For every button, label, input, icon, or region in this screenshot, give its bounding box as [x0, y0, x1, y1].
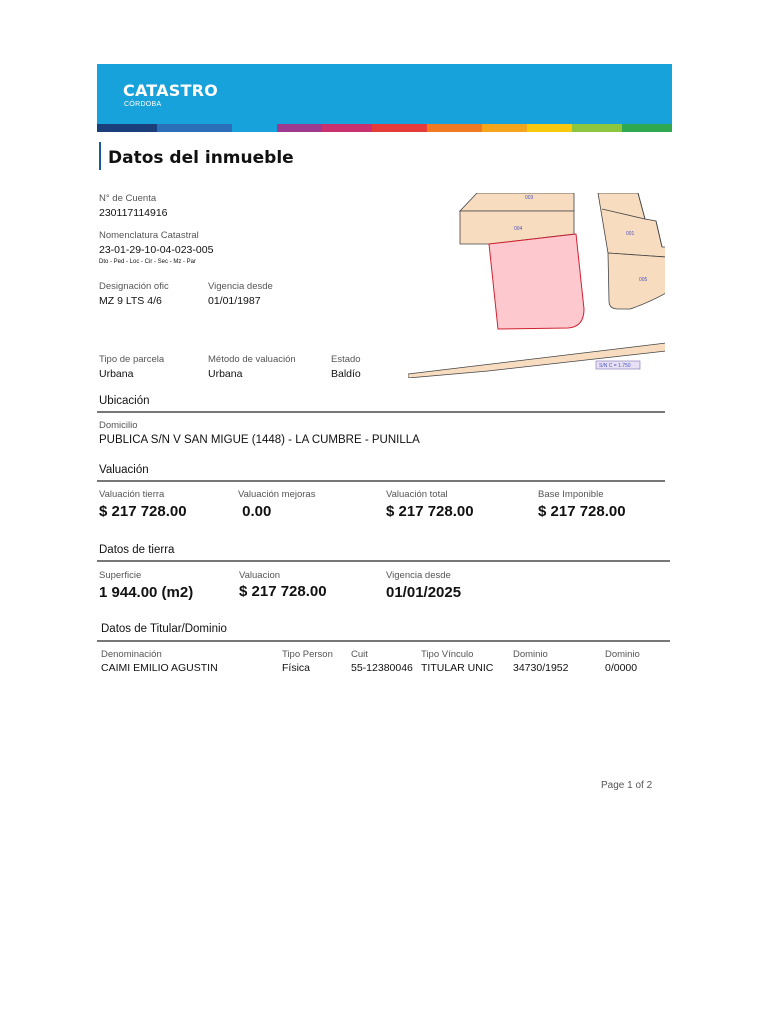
- cuenta-label: N° de Cuenta: [99, 193, 157, 204]
- valuacion-heading: Valuación: [99, 464, 149, 476]
- lot-label-004: 004: [514, 226, 523, 232]
- color-stripe: [97, 124, 672, 132]
- titular-heading: Datos de Titular/Dominio: [101, 623, 227, 635]
- valuacion-tierra-label: Valuación tierra: [99, 489, 165, 500]
- col-header-denominacion: Denominación: [101, 649, 162, 660]
- header-banner: [97, 64, 672, 132]
- nomenclatura-hint: Dto - Ped - Loc - Cir - Sec - Mz - Par: [99, 259, 197, 265]
- tierra-heading: Datos de tierra: [99, 544, 175, 556]
- valuacion-total-label: Valuación total: [386, 489, 448, 500]
- parcel-map: [408, 193, 665, 378]
- stripe-segment: [427, 124, 482, 132]
- ubicacion-divider: [97, 411, 665, 413]
- domicilio-value: PUBLICA S/N V SAN MIGUE (1448) - LA CUMBRE - PUNILLA: [99, 434, 420, 446]
- stripe-segment: [97, 124, 157, 132]
- lot-label-001: 001: [626, 231, 635, 237]
- tipo-parcela-value: Urbana: [99, 368, 134, 380]
- col-header-tipo-persona: Tipo Person: [282, 649, 333, 660]
- stripe-segment: [322, 124, 372, 132]
- valuacion-divider: [97, 480, 665, 482]
- tierra-valuacion-value: $ 217 728.00: [239, 583, 327, 600]
- stripe-segment: [372, 124, 427, 132]
- page-number: Page 1 of 2: [601, 780, 653, 791]
- tipo-parcela-label: Tipo de parcela: [99, 354, 165, 365]
- valuacion-mejoras-value: 0.00: [238, 503, 272, 520]
- titular-tipo-persona: Física: [282, 662, 311, 674]
- superficie-label: Superficie: [99, 570, 142, 581]
- nomenclatura-label: Nomenclatura Catastral: [99, 230, 199, 241]
- vigencia-label: Vigencia desde: [208, 281, 273, 292]
- ubicacion-heading: Ubicación: [99, 395, 150, 407]
- tierra-vigencia-label: Vigencia desde: [386, 570, 451, 581]
- valuacion-total-value: $ 217 728.00: [386, 503, 474, 520]
- title-accent-bar: [99, 142, 101, 170]
- nomenclatura-value: 23-01-29-10-04-023-005: [99, 244, 214, 256]
- col-header-dominio-2: Dominio: [605, 649, 640, 660]
- lot-001: [598, 193, 665, 257]
- page-title: Datos del inmueble: [108, 148, 294, 168]
- stripe-segment: [232, 124, 277, 132]
- col-header-cuit: Cuit: [351, 649, 368, 660]
- lot-005: [608, 253, 665, 309]
- tierra-valuacion-label: Valuacion: [239, 570, 281, 581]
- lot-003: [460, 193, 574, 211]
- vigencia-value: 01/01/1987: [208, 295, 261, 307]
- stripe-segment: [527, 124, 572, 132]
- lot-label-003: 003: [525, 195, 534, 201]
- tierra-vigencia-value: 01/01/2025: [386, 584, 462, 601]
- titular-dominio: 34730/1952: [513, 662, 569, 674]
- street-strip: [408, 343, 665, 378]
- estado-label: Estado: [331, 354, 361, 365]
- domicilio-label: Domicilio: [99, 420, 138, 431]
- titular-tipo-vinculo: TITULAR UNIC: [421, 662, 494, 674]
- titular-cuit: 55-12380046: [351, 662, 413, 674]
- metodo-valuacion-label: Método de valuación: [208, 354, 296, 365]
- parcel-map-drawing: [408, 193, 665, 378]
- valuacion-tierra-value: $ 217 728.00: [99, 503, 187, 520]
- base-imponible-value: $ 217 728.00: [538, 503, 626, 520]
- stripe-segment: [622, 124, 672, 132]
- catastro-logo: CATASTRO: [123, 81, 218, 100]
- tierra-divider: [97, 560, 670, 562]
- stripe-segment: [157, 124, 232, 132]
- lot-label-005: 005: [639, 277, 648, 283]
- titular-divider: [97, 640, 670, 642]
- street-label: S/N C = 1.750: [599, 363, 631, 369]
- designacion-label: Designación ofic: [99, 281, 169, 292]
- stripe-segment: [277, 124, 322, 132]
- titular-dominio-2: 0/0000: [605, 662, 638, 674]
- catastro-logo-subtitle: CÓRDOBA: [124, 101, 162, 108]
- metodo-valuacion-value: Urbana: [208, 368, 243, 380]
- stripe-segment: [482, 124, 527, 132]
- col-header-tipo-vinculo: Tipo Vínculo: [421, 649, 474, 660]
- cuenta-value: 230117114916: [99, 207, 168, 219]
- lot-subject-parcel: [489, 234, 584, 329]
- designacion-value: MZ 9 LTS 4/6: [99, 295, 162, 307]
- superficie-value: 1 944.00 (m2): [99, 584, 194, 601]
- col-header-dominio: Dominio: [513, 649, 548, 660]
- valuacion-mejoras-label: Valuación mejoras: [238, 489, 316, 500]
- estado-value: Baldío: [331, 368, 361, 380]
- stripe-segment: [572, 124, 622, 132]
- base-imponible-label: Base Imponible: [538, 489, 604, 500]
- titular-denominacion: CAIMI EMILIO AGUSTIN: [101, 662, 218, 674]
